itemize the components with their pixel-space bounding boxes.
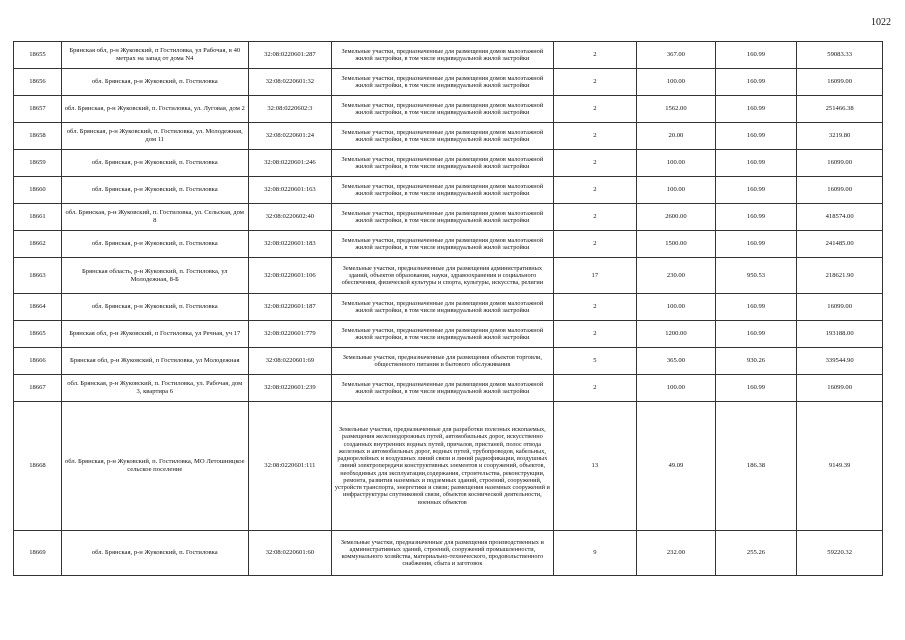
row-rate: 160.99 <box>715 42 797 69</box>
row-value: 16099.00 <box>797 150 883 177</box>
row-address: обл. Брянская, р-н Жуковский, п. Гостиловка <box>61 531 248 576</box>
row-value: 59220.32 <box>797 531 883 576</box>
row-cadastral-number: 32:08:0220601:187 <box>248 294 332 321</box>
table-row <box>14 348 883 375</box>
row-value: 241485.00 <box>797 231 883 258</box>
row-address: обл. Брянская, р-н Жуковский, п. Гостиловка <box>61 294 248 321</box>
row-number: 18663 <box>14 258 62 294</box>
row-category: 2 <box>553 123 637 150</box>
row-number: 18661 <box>14 204 62 231</box>
row-number: 18668 <box>14 402 62 531</box>
row-area: 100.00 <box>637 375 716 402</box>
row-area: 49.09 <box>637 402 716 531</box>
row-category: 13 <box>553 402 637 531</box>
row-address: Брянская область, р-н Жуковский, п. Гостиловка, ул Молодежная, 8-Б <box>61 258 248 294</box>
row-area: 2600.00 <box>637 204 716 231</box>
row-number: 18662 <box>14 231 62 258</box>
row-rate: 930.26 <box>715 348 797 375</box>
row-cadastral-number: 32:08:0220601:183 <box>248 231 332 258</box>
row-rate: 186.38 <box>715 402 797 531</box>
row-land-use: Земельные участки, предназначенные для размещения домов малоэтажной жилой застройки, в том числе индивидуальной жилой застройки <box>332 321 553 348</box>
row-rate: 160.99 <box>715 231 797 258</box>
row-category: 2 <box>553 375 637 402</box>
row-cadastral-number: 32:08:0220601:60 <box>248 531 332 576</box>
row-cadastral-number: 32:08:0220601:246 <box>248 150 332 177</box>
table-row <box>14 321 883 348</box>
row-land-use: Земельные участки, предназначенные для размещения административных зданий, объектов образования, науки, здравоохранения и социального обеспечения, физической культуры и спорта, культуры, искусства, религии <box>332 258 553 294</box>
row-number: 18656 <box>14 69 62 96</box>
table-row <box>14 177 883 204</box>
page-number: 1022 <box>871 17 891 28</box>
row-number: 18655 <box>14 42 62 69</box>
row-address: обл. Брянская, р-н Жуковский, п. Гостиловка <box>61 177 248 204</box>
row-address: Брянская обл, р-н Жуковский, п Гостиловка, ул Рабочая, в 40 метрах на запад от дома N4 <box>61 42 248 69</box>
row-land-use: Земельные участки, предназначенные для размещения домов малоэтажной жилой застройки, в том числе индивидуальной жилой застройки <box>332 123 553 150</box>
row-area: 100.00 <box>637 150 716 177</box>
row-category: 2 <box>553 96 637 123</box>
table-row <box>14 123 883 150</box>
row-number: 18660 <box>14 177 62 204</box>
row-category: 2 <box>553 150 637 177</box>
row-number: 18665 <box>14 321 62 348</box>
row-number: 18667 <box>14 375 62 402</box>
row-cadastral-number: 32:08:0220602:40 <box>248 204 332 231</box>
row-category: 2 <box>553 69 637 96</box>
row-value: 16099.00 <box>797 177 883 204</box>
row-category: 17 <box>553 258 637 294</box>
row-rate: 255.26 <box>715 531 797 576</box>
row-address: обл. Брянская, р-н Жуковский, п. Гостиловка <box>61 231 248 258</box>
row-cadastral-number: 32:08:0220601:69 <box>248 348 332 375</box>
row-cadastral-number: 32:08:0220601:779 <box>248 321 332 348</box>
row-number: 18666 <box>14 348 62 375</box>
row-cadastral-number: 32:08:0220601:163 <box>248 177 332 204</box>
row-value: 16099.00 <box>797 294 883 321</box>
row-number: 18658 <box>14 123 62 150</box>
row-address: обл. Брянская, р-н Жуковский, п. Гостиловка, МО Летошницкое сельское поселение <box>61 402 248 531</box>
row-land-use: Земельные участки, предназначенные для размещения производственных и административных зданий, строений, сооружений промышленности, коммунального хозяйства, материально-технического, продовольственного снабжения, сбыта и заготовок <box>332 531 553 576</box>
table-row <box>14 42 883 69</box>
row-category: 9 <box>553 531 637 576</box>
row-value: 218621.90 <box>797 258 883 294</box>
row-rate: 160.99 <box>715 96 797 123</box>
row-land-use: Земельные участки, предназначенные для размещения домов малоэтажной жилой застройки, в том числе индивидуальной жилой застройки <box>332 204 553 231</box>
row-cadastral-number: 32:08:0220601:24 <box>248 123 332 150</box>
row-cadastral-number: 32:08:0220601:106 <box>248 258 332 294</box>
row-rate: 160.99 <box>715 123 797 150</box>
table-row <box>14 204 883 231</box>
row-land-use: Земельные участки, предназначенные для размещения домов малоэтажной жилой застройки, в том числе индивидуальной жилой застройки <box>332 69 553 96</box>
row-area: 100.00 <box>637 177 716 204</box>
row-rate: 160.99 <box>715 177 797 204</box>
row-value: 251466.38 <box>797 96 883 123</box>
row-area: 100.00 <box>637 294 716 321</box>
row-land-use: Земельные участки, предназначенные для размещения домов малоэтажной жилой застройки, в том числе индивидуальной жилой застройки <box>332 177 553 204</box>
row-land-use: Земельные участки, предназначенные для размещения домов малоэтажной жилой застройки, в том числе индивидуальной жилой застройки <box>332 42 553 69</box>
row-category: 2 <box>553 204 637 231</box>
row-category: 2 <box>553 231 637 258</box>
row-area: 365.00 <box>637 348 716 375</box>
row-number: 18657 <box>14 96 62 123</box>
row-rate: 160.99 <box>715 69 797 96</box>
row-value: 193188.00 <box>797 321 883 348</box>
row-address: обл. Брянская, р-н Жуковский, п. Гостиловка <box>61 69 248 96</box>
row-area: 230.00 <box>637 258 716 294</box>
row-area: 367.00 <box>637 42 716 69</box>
row-land-use: Земельные участки, предназначенные для размещения домов малоэтажной жилой застройки, в том числе индивидуальной жилой застройки <box>332 294 553 321</box>
row-address: обл. Брянская, р-н Жуковский, п. Гостиловка, ул. Молодежная, дом 11 <box>61 123 248 150</box>
row-address: обл. Брянская, р-н Жуковский, п. Гостиловка, ул. Рабочая, дом 3, квартира 6 <box>61 375 248 402</box>
row-category: 2 <box>553 321 637 348</box>
row-cadastral-number: 32:08:0220601:287 <box>248 42 332 69</box>
row-value: 339544.90 <box>797 348 883 375</box>
row-cadastral-number: 32:08:0220601:239 <box>248 375 332 402</box>
row-rate: 160.99 <box>715 375 797 402</box>
row-cadastral-number: 32:08:0220602:3 <box>248 96 332 123</box>
row-value: 16099.00 <box>797 375 883 402</box>
row-rate: 160.99 <box>715 204 797 231</box>
row-category: 2 <box>553 177 637 204</box>
table-row <box>14 96 883 123</box>
row-rate: 160.99 <box>715 150 797 177</box>
table-row <box>14 231 883 258</box>
row-cadastral-number: 32:08:0220601:32 <box>248 69 332 96</box>
table-row <box>14 294 883 321</box>
table-row <box>14 69 883 96</box>
row-number: 18669 <box>14 531 62 576</box>
row-area: 1200.00 <box>637 321 716 348</box>
row-category: 5 <box>553 348 637 375</box>
row-category: 2 <box>553 294 637 321</box>
row-number: 18659 <box>14 150 62 177</box>
table-row <box>14 150 883 177</box>
row-area: 232.00 <box>637 531 716 576</box>
row-land-use: Земельные участки, предназначенные для разработки полезных ископаемых, размещения железнодорожных путей, автомобильных дорог, искусственно созданных внутренних водных путей, причалов, пристаней, полос отвода железных и автомобильных дорог, водных путей, трубопроводов, кабельных, радиорелейных и воздушных линий связи и линий радиофикации, воздушных линий электропередачи конструктивных элементов и сооружений, объектов, необходимых для эксплуатации,содержания, строительства, реконструкции, ремонта, развития наземных и подземных зданий, строений, сооружений, устройств транспорта, энергетики и связи; размещения наземных сооружений и инфраструктуры спутниковой связи, объектов космической деятельности, военных объектов <box>332 402 553 531</box>
row-rate: 160.99 <box>715 321 797 348</box>
row-number: 18664 <box>14 294 62 321</box>
row-land-use: Земельные участки, предназначенные для размещения домов малоэтажной жилой застройки, в том числе индивидуальной жилой застройки <box>332 375 553 402</box>
row-address: обл. Брянская, р-н Жуковский, п. Гостиловка, ул. Сельская, дом 8 <box>61 204 248 231</box>
row-value: 9149.39 <box>797 402 883 531</box>
row-address: Брянская обл, р-н Жуковский, п Гостиловка, ул Речная, уч 17 <box>61 321 248 348</box>
row-land-use: Земельные участки, предназначенные для размещения домов малоэтажной жилой застройки, в том числе индивидуальной жилой застройки <box>332 150 553 177</box>
row-value: 3219.80 <box>797 123 883 150</box>
row-area: 100.00 <box>637 69 716 96</box>
row-land-use: Земельные участки, предназначенные для размещения домов малоэтажной жилой застройки, в том числе индивидуальной жилой застройки <box>332 231 553 258</box>
row-value: 16099.00 <box>797 69 883 96</box>
row-category: 2 <box>553 42 637 69</box>
row-value: 59083.33 <box>797 42 883 69</box>
row-rate: 950.53 <box>715 258 797 294</box>
row-area: 1500.00 <box>637 231 716 258</box>
row-land-use: Земельные участки, предназначенные для размещения домов малоэтажной жилой застройки, в том числе индивидуальной жилой застройки <box>332 96 553 123</box>
row-area: 20.00 <box>637 123 716 150</box>
row-address: обл. Брянская, р-н Жуковский, п. Гостиловка, ул. Луговая, дом 2 <box>61 96 248 123</box>
table-row <box>14 531 883 576</box>
row-cadastral-number: 32:08:0220601:111 <box>248 402 332 531</box>
row-address: обл. Брянская, р-н Жуковский, п. Гостиловка <box>61 150 248 177</box>
registry-body <box>14 42 883 576</box>
table-row <box>14 402 883 531</box>
row-rate: 160.99 <box>715 294 797 321</box>
cadastral-registry-table <box>13 41 883 576</box>
row-value: 418574.00 <box>797 204 883 231</box>
table-row <box>14 375 883 402</box>
row-area: 1562.00 <box>637 96 716 123</box>
row-land-use: Земельные участки, предназначенные для размещения объектов торговли, общественного питания и бытового обслуживания <box>332 348 553 375</box>
table-row <box>14 258 883 294</box>
row-address: Брянская обл, р-н Жуковский, п Гостиловка, ул Молодежная <box>61 348 248 375</box>
